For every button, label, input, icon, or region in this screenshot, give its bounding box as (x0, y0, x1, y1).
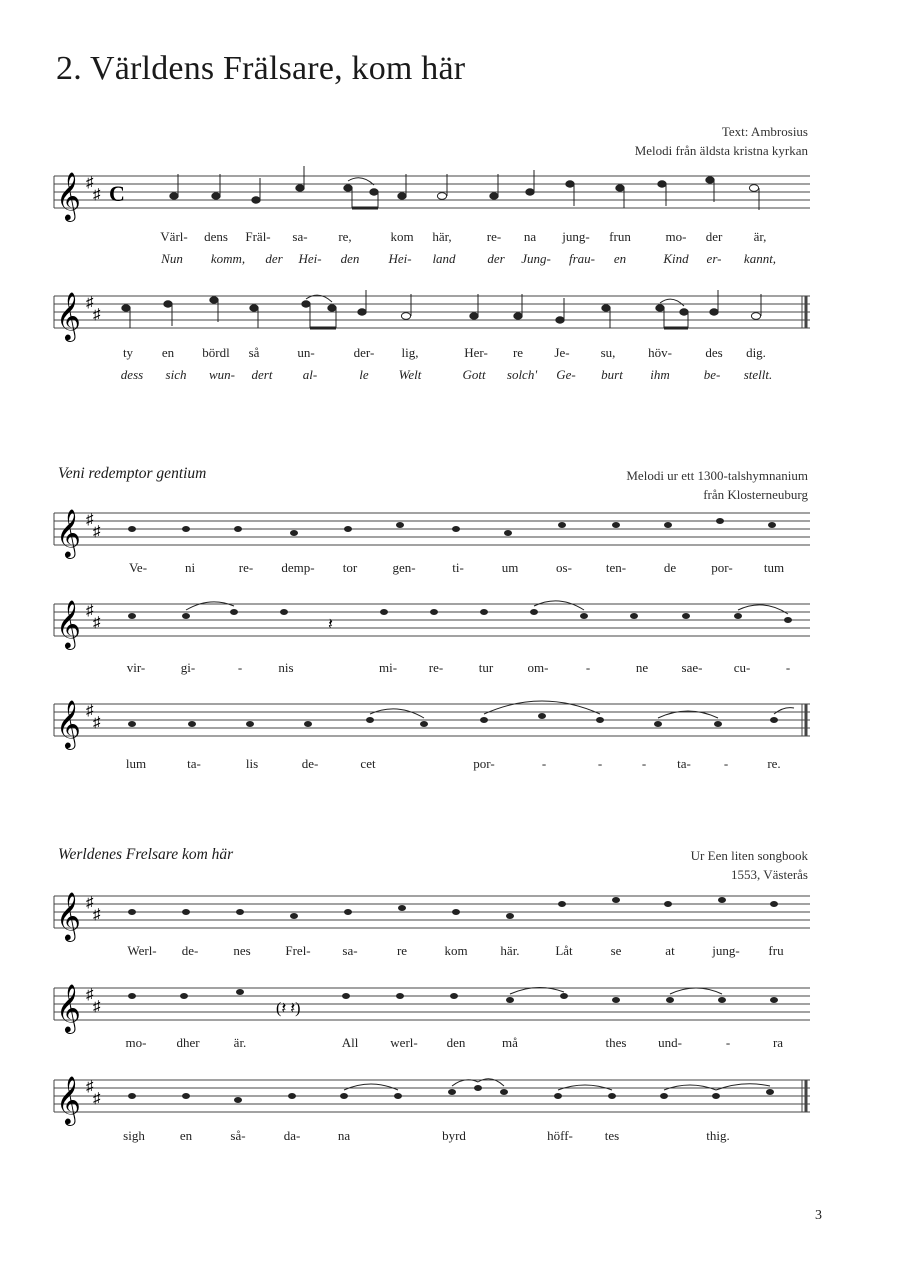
lyric-syllable: kom (444, 943, 468, 958)
treble-clef-icon: 𝄞 (56, 602, 81, 648)
lyric-syllable: ra (772, 1035, 784, 1050)
lyric-syllable: nis (278, 660, 294, 675)
lyric-syllable: mo- (125, 1035, 147, 1050)
music-staff (54, 1072, 810, 1132)
lyric-syllable: sa- (292, 229, 308, 244)
lyric-syllable: lum (125, 756, 147, 771)
lyric-syllable: Ve- (128, 560, 148, 575)
lyric-syllable: burt (601, 367, 623, 382)
lyric-syllable: - (541, 756, 547, 771)
lyric-syllable: - (723, 756, 729, 771)
lyric-syllable: sich (165, 367, 187, 382)
treble-clef-icon: 𝄞 (56, 174, 81, 220)
lyric-syllable: er- (706, 251, 722, 266)
rest-icon: 𝄽 (328, 616, 333, 633)
attribution (691, 846, 808, 884)
lyric-syllable: be- (703, 367, 721, 382)
lyric-syllable: dert (251, 367, 273, 382)
music-staff (54, 505, 810, 565)
attribution-line: Ur Een liten songbook (690, 848, 808, 863)
attribution-line: 1553, Västerås (730, 867, 808, 882)
sharp-icon: ♯ (86, 512, 94, 528)
sharp-icon: ♯ (86, 1079, 94, 1095)
lyric-syllable: kannt, (743, 251, 777, 266)
lyric-syllable: re (512, 345, 524, 360)
lyric-syllable: så (248, 345, 260, 360)
lyric-syllable: ta- (187, 756, 201, 771)
lyric-syllable: Hei- (298, 251, 322, 266)
lyric-syllable: Frel- (285, 943, 311, 958)
lyric-syllable: Låt (555, 943, 573, 958)
rest-icon: (𝄽 𝄽) (276, 1000, 301, 1017)
lyric-syllable: ihm (650, 367, 670, 382)
lyric-syllable: ne (635, 660, 649, 675)
lyric-syllable: thes (605, 1035, 627, 1050)
lyric-syllable: - (597, 756, 603, 771)
lyric-syllable: dig. (746, 345, 766, 360)
attribution-line: från Klosterneuburg (703, 487, 808, 502)
lyric-syllable: cu- (733, 660, 751, 675)
sharp-icon: ♯ (93, 524, 101, 540)
lyric-syllable: höv- (648, 345, 672, 360)
lyric-syllable: - (237, 660, 243, 675)
music-staff (54, 168, 810, 228)
lyric-syllable: frau- (569, 251, 595, 266)
lyric-syllable: Werl- (127, 943, 157, 958)
sharp-icon: ♯ (93, 307, 101, 323)
lyric-syllable: Je- (554, 345, 570, 360)
lyric-syllable: sigh (123, 1128, 145, 1143)
lyric-syllable: re (396, 943, 408, 958)
lyric-syllable: thig. (706, 1128, 730, 1143)
treble-clef-icon: 𝄞 (56, 894, 81, 940)
sharp-icon: ♯ (93, 187, 101, 203)
lyric-syllable: ten- (605, 560, 627, 575)
attribution (626, 466, 808, 504)
lyric-syllable: na (337, 1128, 351, 1143)
lyric-syllable: komm, (210, 251, 246, 266)
lyric-syllable: ta- (677, 756, 691, 771)
lyric-syllable: na (523, 229, 537, 244)
lyric-syllable: gi- (180, 660, 196, 675)
lyric-syllable: Ge- (556, 367, 576, 382)
lyric-syllable: der- (353, 345, 375, 360)
lyric-syllable: re- (486, 229, 502, 244)
lyric-syllable: Fräl- (245, 229, 271, 244)
lyric-syllable: stellt. (743, 367, 773, 382)
lyric-syllable: der (265, 251, 283, 266)
lyric-syllable: gen- (392, 560, 416, 575)
lyric-syllable: sa- (342, 943, 358, 958)
lyric-syllable: mi- (378, 660, 398, 675)
lyric-syllable: und- (658, 1035, 682, 1050)
lyric-syllable: må (502, 1035, 518, 1050)
lyric-syllable: höff- (547, 1128, 573, 1143)
lyric-syllable: en (179, 1128, 193, 1143)
treble-clef-icon: 𝄞 (56, 511, 81, 557)
lyric-syllable: den (340, 251, 360, 266)
lyric-syllable: un- (297, 345, 315, 360)
attribution-line: Melodi ur ett 1300-talshymnanium (626, 468, 808, 483)
lyric-syllable: här, (432, 229, 452, 244)
lyric-syllable: - (725, 1035, 731, 1050)
lyric-syllable: por- (473, 756, 495, 771)
lyric-syllable: re, (338, 229, 352, 244)
music-staff (54, 888, 810, 948)
lyric-syllable: jung- (712, 943, 740, 958)
lyric-syllable: jung- (562, 229, 590, 244)
lyric-syllable: Jung- (521, 251, 551, 266)
lyric-syllable: se (610, 943, 622, 958)
lyric-syllable: den (446, 1035, 466, 1050)
lyric-syllable: ni (184, 560, 196, 575)
lyric-syllable: nes (233, 943, 251, 958)
lyric-syllable: tor (342, 560, 358, 575)
lyric-syllable: tur (478, 660, 494, 675)
lyric-syllable: Gott (462, 367, 486, 382)
lyric-syllable: tum (763, 560, 785, 575)
lyric-syllable: os- (556, 560, 572, 575)
common-time-icon: C (109, 181, 125, 206)
music-staff (54, 980, 810, 1040)
sharp-icon: ♯ (86, 987, 94, 1003)
lyric-syllable: - (785, 660, 791, 675)
lyric-syllable: der (705, 229, 723, 244)
lyric-syllable: här. (500, 943, 520, 958)
sharp-icon: ♯ (93, 999, 101, 1015)
lyric-syllable: tes (604, 1128, 620, 1143)
lyric-syllable: All (341, 1035, 359, 1050)
sharp-icon: ♯ (93, 907, 101, 923)
lyric-syllable: Her- (464, 345, 488, 360)
lyric-syllable: om- (527, 660, 549, 675)
lyric-syllable: por- (711, 560, 733, 575)
lyric-syllable: är, (753, 229, 767, 244)
lyric-syllable: en (161, 345, 175, 360)
lyric-syllable: cet (360, 756, 376, 771)
lyric-syllable: en (613, 251, 627, 266)
sharp-icon: ♯ (93, 615, 101, 631)
lyric-syllable: dens (204, 229, 228, 244)
treble-clef-icon: 𝄞 (56, 1078, 81, 1124)
lyric-syllable: fru (768, 943, 784, 958)
music-staff (54, 288, 810, 348)
lyric-syllable: Nun (161, 251, 183, 266)
lyric-syllable: så- (230, 1128, 246, 1143)
music-staff (54, 696, 810, 756)
lyric-syllable: dher (176, 1035, 200, 1050)
sharp-icon: ♯ (86, 175, 94, 191)
lyric-syllable: byrd (442, 1128, 466, 1143)
notes (128, 897, 778, 919)
lyric-syllable: vir- (126, 660, 146, 675)
sharp-icon: ♯ (93, 1091, 101, 1107)
music-staff (54, 596, 810, 656)
lyric-syllable: Hei- (388, 251, 412, 266)
lyric-syllable: des (705, 345, 723, 360)
lyric-syllable: sae- (681, 660, 703, 675)
lyric-syllable: at (665, 943, 675, 958)
lyric-syllable: dess (120, 367, 144, 382)
treble-clef-icon: 𝄞 (56, 702, 81, 748)
lyric-syllable: al- (302, 367, 318, 382)
lyric-syllable: är. (233, 1035, 247, 1050)
lyric-syllable: frun (609, 229, 631, 244)
page-title: 2. Världens Frälsare, kom här (56, 50, 466, 87)
sharp-icon: ♯ (93, 715, 101, 731)
lyric-syllable: - (641, 756, 647, 771)
treble-clef-icon: 𝄞 (56, 986, 81, 1032)
treble-clef-icon: 𝄞 (56, 294, 81, 340)
lyric-syllable: lig, (401, 345, 419, 360)
lyric-syllable: - (585, 660, 591, 675)
lyric-syllable: le (359, 367, 369, 382)
attribution-line: Text: Ambrosius (721, 124, 808, 139)
lyric-syllable: re. (767, 756, 781, 771)
lyric-syllable: Kind (663, 251, 689, 266)
notes (170, 166, 759, 210)
lyric-syllable: der (487, 251, 505, 266)
attribution-line: Melodi från äldsta kristna kyrkan (634, 143, 808, 158)
lyric-syllable: solch' (506, 367, 538, 382)
lyric-syllable: bördl (202, 345, 230, 360)
lyric-syllable: lis (245, 756, 259, 771)
sharp-icon: ♯ (86, 603, 94, 619)
lyric-syllable: wun- (209, 367, 235, 382)
lyric-syllable: mo- (665, 229, 687, 244)
lyric-syllable: re- (238, 560, 254, 575)
lyric-syllable: Värl- (160, 229, 188, 244)
lyric-syllable: um (501, 560, 519, 575)
lyric-syllable: ty (122, 345, 134, 360)
lyric-syllable: demp- (281, 560, 315, 575)
notes (128, 609, 792, 623)
lyric-syllable: da- (283, 1128, 301, 1143)
sharp-icon: ♯ (86, 295, 94, 311)
lyric-syllable: de (663, 560, 677, 575)
lyric-syllable: de- (181, 943, 199, 958)
sharp-icon: ♯ (86, 703, 94, 719)
lyric-syllable: su, (600, 345, 616, 360)
lyric-syllable: werl- (390, 1035, 418, 1050)
lyric-syllable: ti- (452, 560, 464, 575)
section-title: Werldenes Frelsare kom här (58, 846, 234, 863)
lyric-syllable: kom (390, 229, 414, 244)
lyric-syllable: re- (428, 660, 444, 675)
lyric-syllable: Welt (398, 367, 422, 382)
section-title: Veni redemptor gentium (58, 465, 207, 482)
sharp-icon: ♯ (86, 895, 94, 911)
attribution (635, 122, 808, 160)
lyric-syllable: land (432, 251, 456, 266)
page-number: 3 (815, 1208, 822, 1223)
lyric-syllable: de- (301, 756, 319, 771)
